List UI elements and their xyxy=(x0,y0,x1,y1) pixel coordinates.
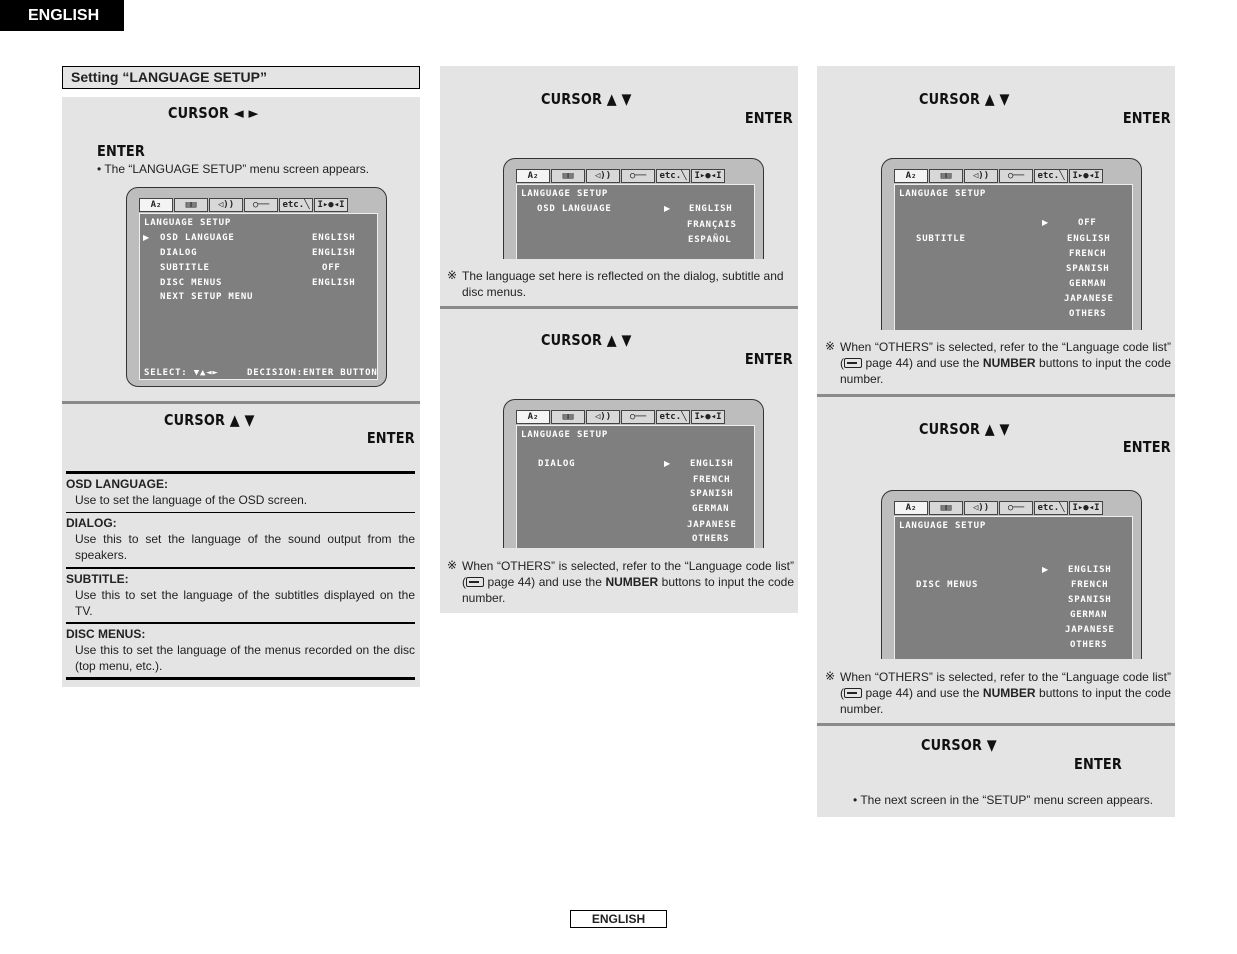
hand-pointer-icon xyxy=(844,688,862,698)
osd-option: FRENCH xyxy=(693,475,731,485)
osd-osd-language-screen xyxy=(503,158,764,259)
osd-tab-playback: I▸●◂I xyxy=(691,169,725,183)
osd-tab-other: etc.╲ xyxy=(656,410,690,424)
cursor-up-down-label: CURSOR ▲ ▼ xyxy=(919,90,1010,108)
osd-inner xyxy=(139,213,378,380)
osd-option: ENGLISH xyxy=(1067,234,1111,244)
osd-tab-video: ▤▤ xyxy=(551,169,585,183)
osd-tabs xyxy=(139,198,349,212)
osd-tab-language: A₂ xyxy=(139,198,173,212)
note-text: When “OTHERS” is selected, refer to the “Language code list” ( page 44) and use the NUMBER buttons to input the code number. xyxy=(840,670,1172,716)
osd-option: ENGLISH xyxy=(690,459,734,469)
osd-row-label: DISC MENUS xyxy=(160,278,223,288)
osd-heading: LANGUAGE SETUP xyxy=(144,218,232,228)
osd-row-label: OSD LANGUAGE xyxy=(160,233,235,243)
definition-desc: Use this to set the language of the subtitles displayed on the TV. xyxy=(75,588,415,618)
osd-tab-audio: ◁)) xyxy=(586,410,620,424)
osd-cursor-arrow: ▶ xyxy=(664,459,671,468)
divider xyxy=(66,677,415,680)
osd-option: JAPANESE xyxy=(1065,625,1115,635)
enter-label: ENTER xyxy=(1122,438,1171,456)
osd-tab-video: ▤▤ xyxy=(551,410,585,424)
cursor-up-down-label: CURSOR ▲ ▼ xyxy=(919,420,1010,438)
note-mark: ※ xyxy=(825,669,836,683)
osd-tab-key: ○── xyxy=(999,501,1033,515)
definition-osd-language xyxy=(66,477,415,508)
definition-desc: Use this to set the language of the menus recorded on the disc (top menu, etc.). xyxy=(75,643,415,673)
enter-label: ENTER xyxy=(97,142,146,160)
osd-tab-playback: I▸●◂I xyxy=(314,198,348,212)
osd-option: OFF xyxy=(1078,218,1097,228)
osd-row-value: ENGLISH xyxy=(312,278,356,288)
osd-option: FRENCH xyxy=(1069,249,1107,259)
osd-tab-other: etc.╲ xyxy=(1034,169,1068,183)
osd-tab-key: ○── xyxy=(999,169,1033,183)
note-mark: ※ xyxy=(825,339,836,353)
osd-inner xyxy=(516,425,755,548)
definition-desc: Use to set the language of the OSD screen. xyxy=(75,493,308,507)
osd-option: GERMAN xyxy=(692,504,730,514)
osd-option: JAPANESE xyxy=(687,520,737,530)
cursor-up-down-label: CURSOR ▲ ▼ xyxy=(541,331,632,349)
divider xyxy=(66,512,415,513)
osd-tab-video: ▤▤ xyxy=(929,169,963,183)
osd-option: ENGLISH xyxy=(1068,565,1112,575)
osd-tabs xyxy=(894,501,1104,515)
osd-dialog-screen xyxy=(503,399,764,548)
osd-tab-playback: I▸●◂I xyxy=(1069,169,1103,183)
osd-subtitle-screen xyxy=(881,158,1142,330)
osd-disc-menus-screen xyxy=(881,490,1142,659)
language-tab: ENGLISH xyxy=(0,0,124,31)
osd-tab-other: etc.╲ xyxy=(656,169,690,183)
osd-footer-decision: DECISION:ENTER BUTTON xyxy=(247,368,378,378)
osd-tab-language: A₂ xyxy=(516,169,550,183)
osd-tab-playback: I▸●◂I xyxy=(691,410,725,424)
osd-cursor-arrow: ▶ xyxy=(143,233,150,242)
definition-term: SUBTITLE: xyxy=(66,572,129,586)
note-text: When “OTHERS” is selected, refer to the “Language code list” ( page 44) and use the NUMBER buttons to input the code number. xyxy=(840,340,1172,386)
osd-tab-language: A₂ xyxy=(516,410,550,424)
osd-row-label: SUBTITLE xyxy=(160,263,210,273)
osd-tab-audio: ◁)) xyxy=(964,501,998,515)
osd-option: OTHERS xyxy=(1069,309,1107,319)
step-note: • The next screen in the “SETUP” menu screen appears. xyxy=(853,793,1154,807)
osd-inner xyxy=(894,184,1133,330)
osd-tab-key: ○── xyxy=(621,169,655,183)
osd-row-value: OFF xyxy=(322,263,341,273)
osd-tab-language: A₂ xyxy=(894,501,928,515)
osd-row-label: SUBTITLE xyxy=(916,234,966,244)
cursor-down-label: CURSOR ▼ xyxy=(921,736,997,754)
osd-tab-other: etc.╲ xyxy=(1034,501,1068,515)
definition-term: DIALOG: xyxy=(66,516,117,530)
divider xyxy=(66,471,415,474)
osd-option: GERMAN xyxy=(1069,279,1107,289)
osd-option: JAPANESE xyxy=(1064,294,1114,304)
definition-term: DISC MENUS: xyxy=(66,627,146,641)
osd-cursor-arrow: ▶ xyxy=(1042,565,1049,574)
osd-row-label: DIALOG xyxy=(160,248,198,258)
note-text: The language set here is reflected on the dialog, subtitle and disc menus. xyxy=(462,269,784,299)
osd-option: FRENCH xyxy=(1071,580,1109,590)
enter-label: ENTER xyxy=(366,429,415,447)
osd-tab-video: ▤▤ xyxy=(174,198,208,212)
osd-inner xyxy=(894,516,1133,659)
definition-dialog xyxy=(66,516,415,563)
hand-pointer-icon xyxy=(844,358,862,368)
osd-tab-video: ▤▤ xyxy=(929,501,963,515)
osd-option: ENGLISH xyxy=(689,204,733,214)
osd-option: SPANISH xyxy=(690,489,734,499)
osd-row-label: DISC MENUS xyxy=(916,580,979,590)
osd-option: GERMAN xyxy=(1070,610,1108,620)
osd-heading: LANGUAGE SETUP xyxy=(899,189,987,199)
osd-tab-key: ○── xyxy=(621,410,655,424)
osd-tab-audio: ◁)) xyxy=(586,169,620,183)
osd-cursor-arrow: ▶ xyxy=(664,204,671,213)
note-mark: ※ xyxy=(447,558,458,572)
osd-heading: LANGUAGE SETUP xyxy=(521,430,609,440)
osd-tab-audio: ◁)) xyxy=(209,198,243,212)
osd-tab-language: A₂ xyxy=(894,169,928,183)
footer-language-label: ENGLISH xyxy=(570,910,667,928)
osd-cursor-arrow: ▶ xyxy=(1042,218,1049,227)
osd-option: SPANISH xyxy=(1066,264,1110,274)
cursor-up-down-label: CURSOR ▲ ▼ xyxy=(164,411,255,429)
section-title: Setting “LANGUAGE SETUP” xyxy=(62,66,420,89)
osd-row-value: ENGLISH xyxy=(312,248,356,258)
osd-tab-playback: I▸●◂I xyxy=(1069,501,1103,515)
definition-disc-menus xyxy=(66,627,415,674)
osd-heading: LANGUAGE SETUP xyxy=(521,189,609,199)
step1-note: • The “LANGUAGE SETUP” menu screen appears. xyxy=(97,162,370,176)
osd-row-label: DIALOG xyxy=(538,459,576,469)
hand-pointer-icon xyxy=(466,577,484,587)
osd-tab-audio: ◁)) xyxy=(964,169,998,183)
enter-label: ENTER xyxy=(1122,109,1171,127)
osd-language-setup-screen xyxy=(126,187,387,387)
enter-label: ENTER xyxy=(744,109,793,127)
osd-option: FRANÇAIS xyxy=(687,220,737,230)
osd-option: OTHERS xyxy=(1070,640,1108,650)
osd-row-label: NEXT SETUP MENU xyxy=(160,292,254,302)
osd-tab-other: etc.╲ xyxy=(279,198,313,212)
note-text: When “OTHERS” is selected, refer to the “Language code list” ( page 44) and use the NUMBER buttons to input the code number. xyxy=(462,559,795,605)
osd-tabs xyxy=(516,410,726,424)
osd-tabs xyxy=(894,169,1104,183)
osd-footer-select: SELECT: ▼▲◄► xyxy=(144,368,219,378)
note-mark: ※ xyxy=(447,268,458,282)
definition-subtitle xyxy=(66,572,415,619)
cursor-left-right-label: CURSOR ◄ ► xyxy=(168,104,259,122)
definition-desc: Use this to set the language of the sound output from the speakers. xyxy=(75,532,415,562)
osd-heading: LANGUAGE SETUP xyxy=(899,521,987,531)
cursor-up-down-label: CURSOR ▲ ▼ xyxy=(541,90,632,108)
divider xyxy=(66,622,415,624)
enter-label: ENTER xyxy=(1074,755,1123,773)
enter-label: ENTER xyxy=(744,350,793,368)
osd-tab-key: ○── xyxy=(244,198,278,212)
definition-term: OSD LANGUAGE: xyxy=(66,477,168,491)
osd-tabs xyxy=(516,169,726,183)
osd-option: ESPAÑOL xyxy=(688,235,732,245)
osd-inner xyxy=(516,184,755,259)
osd-row-label: OSD LANGUAGE xyxy=(537,204,612,214)
divider xyxy=(66,567,415,569)
osd-option: OTHERS xyxy=(692,534,730,544)
osd-row-value: ENGLISH xyxy=(312,233,356,243)
osd-option: SPANISH xyxy=(1068,595,1112,605)
